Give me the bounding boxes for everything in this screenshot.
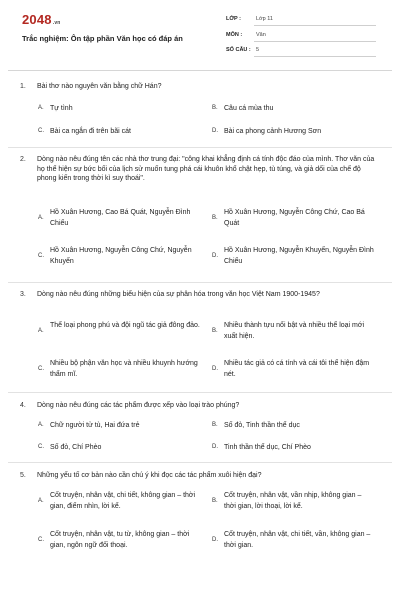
option-text: Hồ Xuân Hương, Cao Bá Quát, Nguyễn Đình Chiểu	[50, 209, 191, 227]
option-letter: A.	[38, 105, 44, 111]
question-number: 1.	[20, 83, 26, 90]
question-divider	[8, 462, 392, 463]
option-text: Thể loại phong phú và đội ngũ tác giả đông đảo.	[50, 322, 200, 329]
meta-count-label: SỐ CÂU :	[226, 47, 251, 53]
question-divider	[8, 147, 392, 148]
option-text: Tự tình	[50, 105, 73, 112]
option-letter: C.	[38, 537, 44, 543]
logo-text: 2048	[22, 12, 52, 27]
meta-class-label: LỚP :	[226, 16, 241, 22]
option-text: Số đỏ, Tinh thần thể dục	[224, 422, 300, 429]
option-letter: B.	[212, 105, 218, 111]
option-text: Hồ Xuân Hương, Nguyễn Công Chứ, Cao Bá Quát	[224, 209, 365, 227]
option-letter: C.	[38, 128, 44, 134]
question-text: Dòng nào nêu đúng tên các nhà thơ trung đại: "công khai khẳng định cá tính độc đáo của mình. Thơ văn của họ thể hiện sự bức bối của lịch sử muốn tung phá cái khuôn khổ chật hẹp, tù túng, và giả dối của chế độ phong kiến trong thời kì suy thoái".	[37, 156, 375, 182]
meta-subject-label: MÔN :	[226, 32, 243, 38]
question-text: Những yếu tố cơ bản nào cần chú ý khi đọc các tác phẩm xuôi hiện đại?	[37, 472, 262, 479]
option-letter: D.	[212, 366, 218, 372]
option-letter: C.	[38, 366, 44, 372]
meta-subject-value: Văn	[256, 32, 266, 38]
option-letter: B.	[212, 498, 218, 504]
question-text: Bài thơ nào nguyên văn bằng chữ Hán?	[37, 83, 162, 90]
header-divider	[8, 70, 392, 71]
option-text: Bài ca ngắn đi trên bãi cát	[50, 128, 131, 135]
question-divider	[8, 392, 392, 393]
question-number: 3.	[20, 291, 26, 298]
option-text: Nhiều thành tựu nổi bật và nhiều thể loại mới xuất hiện.	[224, 322, 365, 340]
option-text: Cốt truyện, nhân vật, vần nhịp, không gian – thời gian, lời thoại, lời kể.	[224, 492, 362, 510]
option-letter: D.	[212, 128, 218, 134]
option-text: Nhiều tác giả có cá tính và cái tôi thể hiện đậm nét.	[224, 360, 370, 378]
option-text: Cốt truyện, nhân vật, chi tiết, không gian – thời gian, điểm nhìn, lời kể.	[50, 492, 196, 510]
quiz-title: Trắc nghiệm: Ôn tập phần Văn học có đáp án	[22, 34, 183, 43]
option-text: Tinh thần thể dục, Chí Phèo	[224, 444, 311, 451]
option-letter: A.	[38, 498, 44, 504]
option-text: Bài ca phong cảnh Hương Sơn	[224, 128, 322, 135]
meta-underline	[254, 25, 376, 26]
option-letter: B.	[212, 215, 218, 221]
option-text: Chữ người tử tù, Hai đứa trẻ	[50, 422, 140, 429]
option-letter: B.	[212, 422, 218, 428]
site-logo[interactable]	[22, 12, 61, 27]
option-letter: D.	[212, 444, 218, 450]
option-text: Hồ Xuân Hương, Nguyễn Khuyến, Nguyễn Đình Chiểu	[224, 247, 374, 265]
option-letter: C.	[38, 253, 44, 259]
question-number: 4.	[20, 402, 26, 409]
logo-suffix: .vn	[52, 20, 61, 26]
meta-underline	[254, 56, 376, 57]
question-text: Dòng nào nêu đúng những biểu hiện của sự phân hóa trong văn học Việt Nam 1900-1945?	[37, 291, 320, 298]
option-letter: D.	[212, 537, 218, 543]
option-letter: A.	[38, 215, 44, 221]
option-letter: A.	[38, 328, 44, 334]
question-number: 5.	[20, 472, 26, 479]
meta-underline	[254, 41, 376, 42]
option-letter: A.	[38, 422, 44, 428]
option-text: Số đỏ, Chí Phèo	[50, 444, 102, 451]
option-letter: D.	[212, 253, 218, 259]
question-text: Dòng nào nêu đúng các tác phẩm được xếp vào loại trào phúng?	[37, 402, 240, 409]
option-text: Cốt truyện, nhân vật, tu từ, không gian – thời gian, ngôn ngữ đối thoại.	[50, 531, 190, 549]
option-letter: C.	[38, 444, 44, 450]
option-text: Nhiều bộ phận văn học và nhiều khuynh hướng thẩm mĩ.	[50, 360, 198, 378]
page-header	[0, 0, 400, 62]
meta-count-value: 5	[256, 47, 260, 53]
option-letter: B.	[212, 328, 218, 334]
option-text: Hồ Xuân Hương, Nguyễn Công Chứ, Nguyễn Khuyến	[50, 247, 192, 265]
question-number: 2.	[20, 156, 26, 163]
option-text: Cốt truyện, nhân vật, chi tiết, vần, không gian – thời gian.	[224, 531, 371, 549]
meta-class-value: Lớp 11	[256, 16, 273, 22]
option-text: Câu cá mùa thu	[224, 105, 274, 112]
question-divider	[8, 282, 392, 283]
